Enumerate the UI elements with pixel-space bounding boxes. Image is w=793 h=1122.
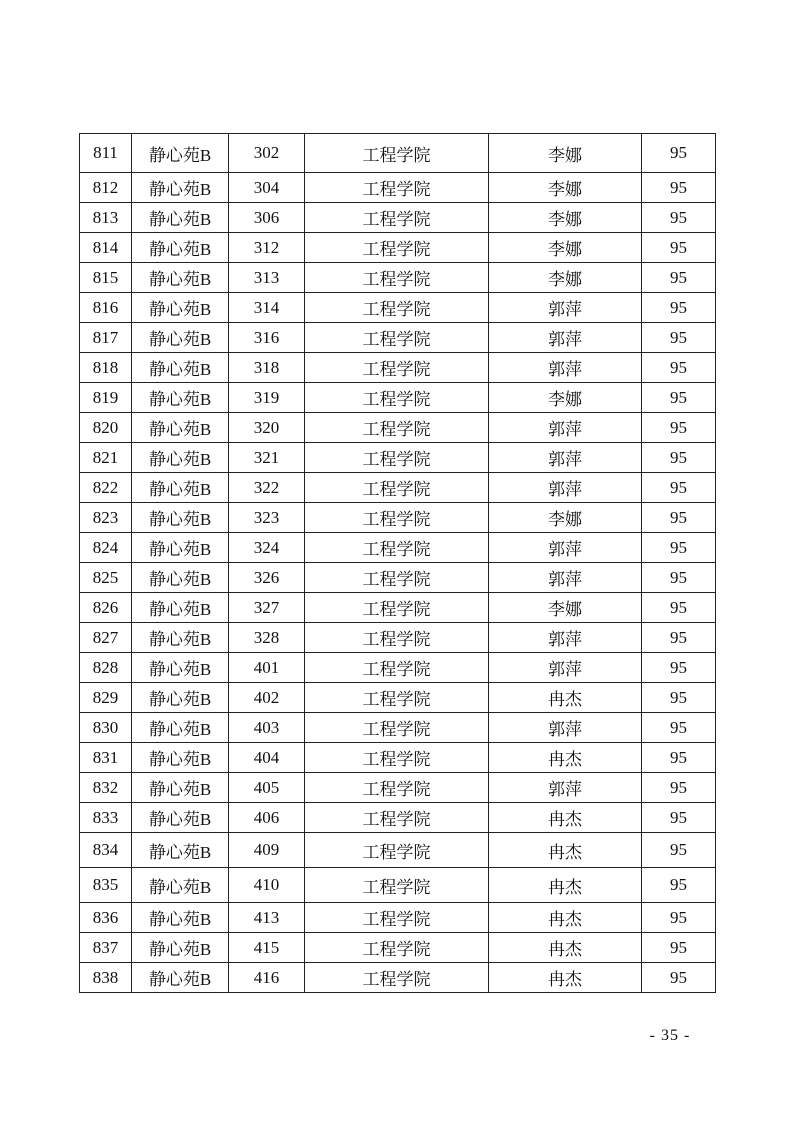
room-number-cell: 321: [229, 443, 305, 473]
building-cell: 静心苑B: [132, 413, 229, 443]
score-cell: 95: [642, 773, 716, 803]
college-cell: 工程学院: [305, 173, 489, 203]
counselor-cell: 李娜: [489, 383, 642, 413]
counselor-cell: 郭萍: [489, 443, 642, 473]
serial-number-cell: 838: [80, 963, 132, 993]
counselor-cell: 冉杰: [489, 868, 642, 903]
score-cell: 95: [642, 933, 716, 963]
table-row: [80, 383, 716, 413]
table-row: [80, 203, 716, 233]
serial-number-cell: 818: [80, 353, 132, 383]
building-cell: 静心苑B: [132, 623, 229, 653]
counselor-cell: 李娜: [489, 233, 642, 263]
counselor-cell: 冉杰: [489, 803, 642, 833]
building-cell: 静心苑B: [132, 503, 229, 533]
building-cell: 静心苑B: [132, 653, 229, 683]
building-cell: 静心苑B: [132, 963, 229, 993]
room-number-cell: 319: [229, 383, 305, 413]
score-cell: 95: [642, 803, 716, 833]
building-cell: 静心苑B: [132, 773, 229, 803]
building-cell: 静心苑B: [132, 743, 229, 773]
score-cell: 95: [642, 533, 716, 563]
counselor-cell: 郭萍: [489, 533, 642, 563]
table-row: [80, 623, 716, 653]
score-cell: 95: [642, 473, 716, 503]
score-cell: 95: [642, 683, 716, 713]
serial-number-cell: 826: [80, 593, 132, 623]
serial-number-cell: 813: [80, 203, 132, 233]
serial-number-cell: 816: [80, 293, 132, 323]
score-cell: 95: [642, 323, 716, 353]
serial-number-cell: 828: [80, 653, 132, 683]
score-cell: 95: [642, 563, 716, 593]
table-row: [80, 533, 716, 563]
dormitory-score-table: [79, 133, 716, 993]
serial-number-cell: 821: [80, 443, 132, 473]
building-cell: 静心苑B: [132, 593, 229, 623]
counselor-cell: 冉杰: [489, 833, 642, 868]
college-cell: 工程学院: [305, 203, 489, 233]
college-cell: 工程学院: [305, 743, 489, 773]
serial-number-cell: 812: [80, 173, 132, 203]
score-cell: 95: [642, 653, 716, 683]
counselor-cell: 郭萍: [489, 473, 642, 503]
serial-number-cell: 832: [80, 773, 132, 803]
score-cell: 95: [642, 293, 716, 323]
building-cell: 静心苑B: [132, 383, 229, 413]
serial-number-cell: 834: [80, 833, 132, 868]
table-row: [80, 293, 716, 323]
table-row: [80, 443, 716, 473]
counselor-cell: 李娜: [489, 203, 642, 233]
college-cell: 工程学院: [305, 563, 489, 593]
building-cell: 静心苑B: [132, 868, 229, 903]
serial-number-cell: 837: [80, 933, 132, 963]
table-row: [80, 413, 716, 443]
score-cell: 95: [642, 353, 716, 383]
room-number-cell: 302: [229, 134, 305, 173]
table-row: [80, 134, 716, 173]
serial-number-cell: 815: [80, 263, 132, 293]
room-number-cell: 416: [229, 963, 305, 993]
table-row: [80, 653, 716, 683]
score-cell: 95: [642, 713, 716, 743]
building-cell: 静心苑B: [132, 833, 229, 868]
serial-number-cell: 819: [80, 383, 132, 413]
table-row: [80, 963, 716, 993]
score-cell: 95: [642, 134, 716, 173]
building-cell: 静心苑B: [132, 803, 229, 833]
serial-number-cell: 827: [80, 623, 132, 653]
score-cell: 95: [642, 743, 716, 773]
score-cell: 95: [642, 443, 716, 473]
room-number-cell: 318: [229, 353, 305, 383]
serial-number-cell: 825: [80, 563, 132, 593]
college-cell: 工程学院: [305, 353, 489, 383]
counselor-cell: 冉杰: [489, 743, 642, 773]
counselor-cell: 郭萍: [489, 773, 642, 803]
table-row: [80, 713, 716, 743]
college-cell: 工程学院: [305, 383, 489, 413]
college-cell: 工程学院: [305, 963, 489, 993]
college-cell: 工程学院: [305, 868, 489, 903]
table-row: [80, 323, 716, 353]
serial-number-cell: 814: [80, 233, 132, 263]
building-cell: 静心苑B: [132, 713, 229, 743]
serial-number-cell: 836: [80, 903, 132, 933]
serial-number-cell: 822: [80, 473, 132, 503]
score-cell: 95: [642, 903, 716, 933]
room-number-cell: 313: [229, 263, 305, 293]
serial-number-cell: 811: [80, 134, 132, 173]
score-cell: 95: [642, 623, 716, 653]
room-number-cell: 312: [229, 233, 305, 263]
counselor-cell: 李娜: [489, 593, 642, 623]
building-cell: 静心苑B: [132, 293, 229, 323]
room-number-cell: 306: [229, 203, 305, 233]
serial-number-cell: 830: [80, 713, 132, 743]
counselor-cell: 李娜: [489, 503, 642, 533]
building-cell: 静心苑B: [132, 933, 229, 963]
counselor-cell: 郭萍: [489, 323, 642, 353]
score-cell: 95: [642, 203, 716, 233]
table-row: [80, 683, 716, 713]
building-cell: 静心苑B: [132, 533, 229, 563]
score-cell: 95: [642, 963, 716, 993]
serial-number-cell: 824: [80, 533, 132, 563]
college-cell: 工程学院: [305, 683, 489, 713]
counselor-cell: 冉杰: [489, 903, 642, 933]
building-cell: 静心苑B: [132, 353, 229, 383]
building-cell: 静心苑B: [132, 903, 229, 933]
page-number: - 35 -: [649, 1027, 691, 1044]
room-number-cell: 324: [229, 533, 305, 563]
score-cell: 95: [642, 868, 716, 903]
room-number-cell: 406: [229, 803, 305, 833]
room-number-cell: 415: [229, 933, 305, 963]
room-number-cell: 327: [229, 593, 305, 623]
table-row: [80, 353, 716, 383]
college-cell: 工程学院: [305, 803, 489, 833]
room-number-cell: 322: [229, 473, 305, 503]
table-row: [80, 933, 716, 963]
table-row: [80, 593, 716, 623]
serial-number-cell: 831: [80, 743, 132, 773]
room-number-cell: 409: [229, 833, 305, 868]
college-cell: 工程学院: [305, 503, 489, 533]
college-cell: 工程学院: [305, 443, 489, 473]
college-cell: 工程学院: [305, 933, 489, 963]
building-cell: 静心苑B: [132, 323, 229, 353]
score-cell: 95: [642, 503, 716, 533]
room-number-cell: 328: [229, 623, 305, 653]
score-cell: 95: [642, 413, 716, 443]
college-cell: 工程学院: [305, 593, 489, 623]
college-cell: 工程学院: [305, 833, 489, 868]
table-row: [80, 743, 716, 773]
room-number-cell: 401: [229, 653, 305, 683]
score-cell: 95: [642, 383, 716, 413]
score-cell: 95: [642, 263, 716, 293]
college-cell: 工程学院: [305, 533, 489, 563]
room-number-cell: 323: [229, 503, 305, 533]
counselor-cell: 郭萍: [489, 413, 642, 443]
score-cell: 95: [642, 833, 716, 868]
counselor-cell: 郭萍: [489, 623, 642, 653]
room-number-cell: 304: [229, 173, 305, 203]
building-cell: 静心苑B: [132, 683, 229, 713]
college-cell: 工程学院: [305, 623, 489, 653]
counselor-cell: 冉杰: [489, 683, 642, 713]
counselor-cell: 郭萍: [489, 713, 642, 743]
college-cell: 工程学院: [305, 773, 489, 803]
counselor-cell: 郭萍: [489, 293, 642, 323]
table-row: [80, 473, 716, 503]
room-number-cell: 314: [229, 293, 305, 323]
serial-number-cell: 820: [80, 413, 132, 443]
table-row: [80, 233, 716, 263]
college-cell: 工程学院: [305, 653, 489, 683]
serial-number-cell: 833: [80, 803, 132, 833]
college-cell: 工程学院: [305, 263, 489, 293]
room-number-cell: 316: [229, 323, 305, 353]
building-cell: 静心苑B: [132, 473, 229, 503]
college-cell: 工程学院: [305, 413, 489, 443]
serial-number-cell: 835: [80, 868, 132, 903]
college-cell: 工程学院: [305, 134, 489, 173]
score-cell: 95: [642, 173, 716, 203]
building-cell: 静心苑B: [132, 173, 229, 203]
serial-number-cell: 817: [80, 323, 132, 353]
table-row: [80, 773, 716, 803]
score-cell: 95: [642, 233, 716, 263]
building-cell: 静心苑B: [132, 233, 229, 263]
room-number-cell: 413: [229, 903, 305, 933]
building-cell: 静心苑B: [132, 443, 229, 473]
room-number-cell: 403: [229, 713, 305, 743]
college-cell: 工程学院: [305, 903, 489, 933]
counselor-cell: 李娜: [489, 263, 642, 293]
college-cell: 工程学院: [305, 323, 489, 353]
college-cell: 工程学院: [305, 293, 489, 323]
room-number-cell: 404: [229, 743, 305, 773]
building-cell: 静心苑B: [132, 263, 229, 293]
room-number-cell: 326: [229, 563, 305, 593]
table-row: [80, 903, 716, 933]
table-row: [80, 833, 716, 868]
table-row: [80, 868, 716, 903]
table-body: [80, 134, 716, 993]
table-row: [80, 173, 716, 203]
table-row: [80, 263, 716, 293]
college-cell: 工程学院: [305, 233, 489, 263]
room-number-cell: 410: [229, 868, 305, 903]
counselor-cell: 冉杰: [489, 963, 642, 993]
counselor-cell: 郭萍: [489, 563, 642, 593]
table-row: [80, 803, 716, 833]
table-row: [80, 563, 716, 593]
counselor-cell: 李娜: [489, 134, 642, 173]
room-number-cell: 405: [229, 773, 305, 803]
serial-number-cell: 829: [80, 683, 132, 713]
score-cell: 95: [642, 593, 716, 623]
room-number-cell: 402: [229, 683, 305, 713]
table-row: [80, 503, 716, 533]
serial-number-cell: 823: [80, 503, 132, 533]
room-number-cell: 320: [229, 413, 305, 443]
college-cell: 工程学院: [305, 713, 489, 743]
college-cell: 工程学院: [305, 473, 489, 503]
counselor-cell: 冉杰: [489, 933, 642, 963]
building-cell: 静心苑B: [132, 563, 229, 593]
counselor-cell: 郭萍: [489, 353, 642, 383]
counselor-cell: 郭萍: [489, 653, 642, 683]
building-cell: 静心苑B: [132, 134, 229, 173]
building-cell: 静心苑B: [132, 203, 229, 233]
counselor-cell: 李娜: [489, 173, 642, 203]
